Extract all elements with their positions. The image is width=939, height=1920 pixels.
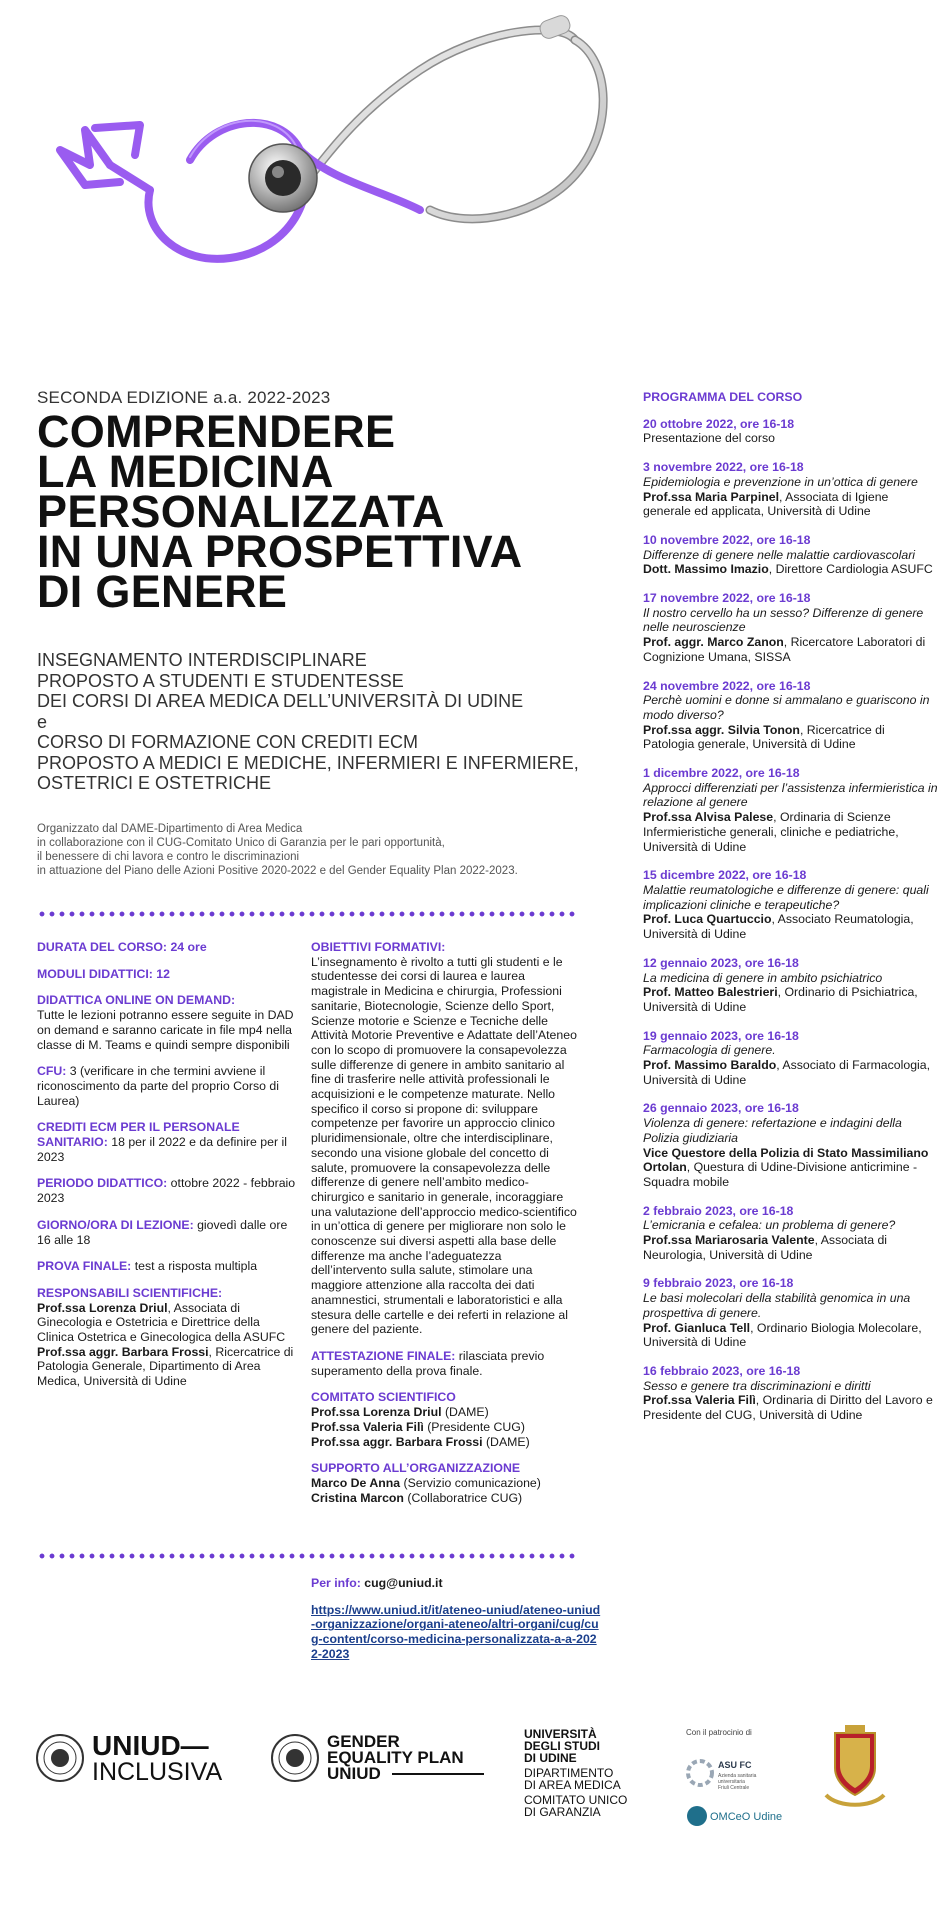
event-topic: Epidemiologia e prevenzione in un’ottica di genere <box>643 474 918 489</box>
asufc-name: ASU FC <box>718 1760 752 1770</box>
speaker-name: Prof. Luca Quartuccio <box>643 912 772 927</box>
intro-line: PROPOSTO A MEDICI E MEDICHE, INFERMIERI E INFERMIERE, <box>37 752 579 773</box>
supporto-member <box>311 1491 579 1506</box>
dept-line: DI AREA MEDICA <box>524 1778 621 1792</box>
event-speaker <box>643 490 939 519</box>
intro-line: DEI CORSI DI AREA MEDICA DELL’UNIVERSITÀ DI UDINE <box>37 691 524 711</box>
event-speaker <box>643 912 939 941</box>
programma-title: PROGRAMMA DEL CORSO <box>643 390 803 404</box>
inclusiva-bottom: INCLUSIVA <box>92 1758 223 1786</box>
org-line: il benessere di chi lavora e contro le discriminazioni <box>37 850 300 863</box>
comitato-member <box>311 1435 579 1450</box>
programma-event <box>643 460 939 519</box>
event-date: 3 novembre 2022, ore 16-18 <box>643 460 804 475</box>
event-date: 10 novembre 2022, ore 16-18 <box>643 532 811 547</box>
speaker-affiliation: , Ordinaria di Scienze Infermieristiche generali, cliniche e pediatriche, Università di Udine <box>643 810 899 854</box>
responsabile-item <box>37 1345 299 1389</box>
prova-label: PROVA FINALE: <box>37 1259 132 1274</box>
speaker-affiliation: , Associata di Igiene generale ed applicata, Università di Udine <box>643 489 889 519</box>
speaker-name: Vice Questore della Polizia di Stato Massimiliano Ortolan <box>643 1145 929 1175</box>
speaker-affiliation: , Associata di Neurologia, Università di Udine <box>643 1233 888 1262</box>
event-date: 24 novembre 2022, ore 16-18 <box>643 678 811 693</box>
programma-event <box>643 868 939 942</box>
speaker-name: Prof. Matteo Balestrieri <box>643 985 778 1000</box>
programma-event <box>643 533 939 577</box>
event-speaker <box>643 985 939 1014</box>
footer-logos <box>0 1720 939 1840</box>
dept-line: DIPARTIMENTO <box>524 1766 614 1780</box>
member-role: (Servizio comunicazione) <box>400 1475 541 1490</box>
gep-line: UNIUD <box>327 1764 381 1783</box>
prova-block <box>37 1259 299 1274</box>
programma <box>643 390 939 1437</box>
asufc-sub: universitaria <box>718 1779 745 1785</box>
event-topic: Approcci differenziati per l’assistenza infermieristica in relazione al genere <box>643 780 938 810</box>
event-topic: Il nostro cervello ha un sesso? Differenze di genere nelle neuroscienze <box>643 605 924 635</box>
comitato-member <box>311 1405 579 1420</box>
course-objectives <box>311 940 579 1517</box>
speaker-name: Prof. Gianluca Tell <box>643 1320 751 1335</box>
speaker-name: Prof.ssa aggr. Silvia Tonon <box>643 722 800 737</box>
member-name: Prof.ssa Lorenza Driul <box>311 1405 442 1420</box>
univ-line: UNIVERSITÀ <box>524 1727 597 1741</box>
member-role: (Collaboratrice CUG) <box>403 1490 523 1505</box>
contact-block <box>311 1576 601 1662</box>
event-date: 26 gennaio 2023, ore 16-18 <box>643 1101 799 1116</box>
course-url-link[interactable]: https://www.uniud.it/it/ateneo-uniud/ateneo-uniud-organizzazione/organi-ateneo/altri-organi/cug/cug-content/corso-medicina-personalizzata-a-a-2022-2023 <box>311 1602 601 1661</box>
event-topic: L’emicrania e cefalea: un problema di genere? <box>643 1218 896 1233</box>
speaker-affiliation: , Direttore Cardiologia ASUFC <box>768 562 933 577</box>
event-topic: Violenza di genere: refertazione e indagini della Polizia giudiziaria <box>643 1116 902 1145</box>
dad-block <box>37 993 299 1052</box>
ecm-label: CREDITI ECM PER IL PERSONALE SANITARIO: <box>37 1120 240 1150</box>
ecm-block <box>37 1120 299 1164</box>
title-line: COMPRENDERE <box>37 406 396 457</box>
inclusiva-top: UNIUD— <box>92 1730 209 1761</box>
responsabile-name: Prof.ssa Lorenza Driul <box>37 1300 168 1315</box>
event-speaker <box>643 1058 939 1087</box>
programma-event <box>643 591 939 665</box>
periodo-text: ottobre 2022 - febbraio 2023 <box>37 1176 296 1206</box>
speaker-name: Prof.ssa Mariarosaria Valente <box>643 1233 815 1248</box>
comitato-label: COMITATO SCIENTIFICO <box>311 1390 456 1405</box>
event-topic: La medicina di genere in ambito psichiatrico <box>643 970 883 985</box>
univ-line: DI UDINE <box>524 1751 577 1765</box>
intro-line: OSTETRICI E OSTETRICHE <box>37 773 272 793</box>
speaker-name: Prof.ssa Alvisa Palese <box>643 810 774 825</box>
member-name: Prof.ssa aggr. Barbara Frossi <box>311 1434 483 1449</box>
speaker-affiliation: , Ricercatrice di Patologia generale, Università di Udine <box>643 722 885 752</box>
uniud-seal-icon <box>272 1735 318 1781</box>
gep-line: GENDER <box>327 1732 400 1751</box>
obiettivi-text: L’insegnamento è rivolto a tutti gli studenti e le studentesse dei corsi di laurea e laurea magistrale in Medicina e chirurgia, Professioni sanitarie, Biotecnologie, Scienze dello Sport, Scienze motorie e Scienze e Tecniche delle Attività Motorie Preventive e Adattate dell’Ateneo con lo scopo di promuovere la consapevolezza sulle differenze di genere in ambito sanitario al fine di trasferire nelle attività professionali le acquisizioni e le competenze maturate. Nello specifico il corso si propone di: sviluppare competenze per favorire un approccio clinico pluridimensionale, oltre che interdisciplinare, secondo una visione globale del concetto di salute, promuovere la consapevolezza delle differenze di genere nell’ambito medico-chirurgico e sanitario in generale, incoraggiare una valutazione dell’approccio medico-scientifico in un’ottica di genere per migliorare non solo le conoscenze sui diversi aspetti alla base delle differenze ma anche l’adeguatezza dell’intervento sulla salute, stimolare una maggiore attenzione alla raccolta dei dati anamnestici, strumentali e laboratoristici e alla stesura delle cartelle e dei referti in relazione al genere del paziente. <box>311 954 577 1337</box>
attestazione-label: ATTESTAZIONE FINALE: <box>311 1348 456 1363</box>
responsabili-label: RESPONSABILI SCIENTIFICHE: <box>37 1285 223 1300</box>
speaker-name: Prof.ssa Maria Parpinel <box>643 489 780 504</box>
omceo-logo-icon <box>687 1806 707 1826</box>
intro-line: PROPOSTO A STUDENTI E STUDENTESSE <box>37 670 404 691</box>
asufc-sub: Friuli Centrale <box>718 1785 750 1791</box>
giorno-block <box>37 1218 299 1247</box>
patrocinio-label: Con il patrocinio di <box>686 1728 752 1737</box>
event-date: 17 novembre 2022, ore 16-18 <box>643 591 811 606</box>
responsabile-role: , Ricercatrice di Patologia Generale, Dipartimento di Area Medica, Università di Udine <box>37 1344 294 1389</box>
polizia-crest-icon <box>826 1725 884 1805</box>
dotted-divider <box>37 1553 577 1559</box>
speaker-affiliation: , Ordinaria di Diritto del Lavoro e Presidente del CUG, Università di Udine <box>643 1393 933 1423</box>
dotted-divider <box>37 911 577 917</box>
responsabili-block <box>37 1286 299 1389</box>
supporto-member <box>311 1476 579 1491</box>
programma-event <box>643 1364 939 1423</box>
event-topic: Differenze di genere nelle malattie cardiovascolari <box>643 547 916 562</box>
event-speaker <box>643 1321 939 1350</box>
event-speaker <box>643 1393 939 1422</box>
asufc-logo-icon <box>688 1761 712 1785</box>
speaker-name: Prof. Massimo Baraldo <box>643 1058 777 1073</box>
asufc-sub: Azienda sanitaria <box>718 1773 757 1779</box>
member-name: Cristina Marcon <box>311 1490 404 1505</box>
moduli: MODULI DIDATTICI: 12 <box>37 966 170 981</box>
title-line: LA MEDICINA <box>37 446 334 497</box>
intro-line: INSEGNAMENTO INTERDISCIPLINARE <box>37 650 367 670</box>
event-date: 9 febbraio 2023, ore 16-18 <box>643 1276 794 1291</box>
stethoscope-gender-illustration <box>0 0 939 300</box>
edition-label: SECONDA EDIZIONE a.a. 2022-2023 <box>37 388 331 407</box>
obiettivi-label: OBIETTIVI FORMATIVI: <box>311 940 446 954</box>
info-label: Per info: <box>311 1576 365 1590</box>
cfu-text: 3 (verificare in che termini avviene il riconoscimento da parte del proprio Corso di Laurea) <box>37 1064 279 1108</box>
event-speaker <box>643 562 939 577</box>
speaker-affiliation: , Associato di Farmacologia, Università di Udine <box>643 1058 931 1087</box>
course-title <box>37 406 577 617</box>
event-topic: Farmacologia di genere. <box>643 1043 776 1058</box>
course-details <box>37 940 299 1401</box>
event-description: Presentazione del corso <box>643 431 775 446</box>
ecm-text: 18 per il 2022 e da definire per il 2023 <box>37 1135 287 1164</box>
programma-event <box>643 1101 939 1189</box>
speaker-name: Dott. Massimo Imazio <box>643 562 769 577</box>
univ-line: DEGLI STUDI <box>524 1739 601 1753</box>
programma-event <box>643 1029 939 1088</box>
org-line: Organizzato dal DAME-Dipartimento di Area Medica <box>37 822 303 835</box>
comitato-member <box>311 1420 579 1435</box>
speaker-affiliation: , Ordinario Biologia Molecolare, Università di Udine <box>643 1320 922 1350</box>
member-role: (DAME) <box>441 1405 489 1420</box>
event-speaker <box>643 810 939 854</box>
cug-line: DI GARANZIA <box>524 1805 601 1819</box>
cug-line: COMITATO UNICO <box>524 1793 628 1807</box>
title-line: IN UNA PROSPETTIVA <box>37 526 523 577</box>
attestazione-text: rilasciata previo superamento della prova finale. <box>311 1348 545 1378</box>
durata: DURATA DEL CORSO: 24 ore <box>37 940 207 954</box>
programma-event <box>643 417 939 446</box>
speaker-name: Prof.ssa Valeria Filì <box>643 1393 756 1408</box>
dad-text: Tutte le lezioni potranno essere seguite in DAD on demand e saranno caricate in file mp4 nella classe di M. Teams e quindi sempre disponibili <box>37 1008 294 1052</box>
event-topic: Sesso e genere tra discriminazioni e diritti <box>643 1378 871 1393</box>
programma-event <box>643 766 939 854</box>
programma-event <box>643 1204 939 1263</box>
member-name: Marco De Anna <box>311 1475 401 1490</box>
contact-email[interactable]: cug@uniud.it <box>364 1576 443 1590</box>
org-line: in collaborazione con il CUG-Comitato Unico di Garanzia per le pari opportunità, <box>37 836 445 849</box>
event-topic: Le basi molecolari della stabilità genomica in una prospettiva di genere. <box>643 1291 911 1320</box>
speaker-affiliation: , Associato Reumatologia, Università di Udine <box>643 912 914 942</box>
event-speaker <box>643 635 939 664</box>
responsabile-item <box>37 1301 299 1345</box>
organizer-note <box>37 822 577 878</box>
speaker-affiliation: , Questura di Udine-Divisione anticrimine - Squadra mobile <box>643 1160 918 1189</box>
event-topic: Perchè uomini e donne si ammalano e guariscono in modo diverso? <box>643 693 930 722</box>
uniud-seal-icon <box>37 1735 83 1781</box>
giorno-text: giovedì dalle ore 16 alle 18 <box>37 1217 288 1247</box>
responsabile-role: , Associata di Ginecologia e Ostetricia e Direttrice della Clinica Ostetrica e Ginecologica della ASUFC <box>37 1300 286 1345</box>
member-name: Prof.ssa Valeria Filì <box>311 1419 424 1434</box>
title-line: DI GENERE <box>37 566 288 617</box>
event-date: 1 dicembre 2022, ore 16-18 <box>643 766 800 781</box>
title-line: PERSONALIZZATA <box>37 486 445 537</box>
intro-line: CORSO DI FORMAZIONE CON CREDITI ECM <box>37 732 419 752</box>
gep-line: EQUALITY PLAN <box>327 1748 464 1767</box>
speaker-affiliation: , Ordinario di Psichiatrica, Università di Udine <box>643 985 918 1014</box>
contact-info <box>311 1576 601 1591</box>
event-date: 19 gennaio 2023, ore 16-18 <box>643 1028 799 1043</box>
cfu-label: CFU: <box>37 1064 67 1079</box>
responsabile-name: Prof.ssa aggr. Barbara Frossi <box>37 1344 209 1359</box>
event-speaker <box>643 1233 939 1262</box>
periodo-block <box>37 1176 299 1205</box>
periodo-label: PERIODO DIDATTICO: <box>37 1176 168 1191</box>
giorno-label: GIORNO/ORA DI LEZIONE: <box>37 1217 194 1232</box>
dad-label: DIDATTICA ONLINE ON DEMAND: <box>37 993 236 1008</box>
supporto-label: SUPPORTO ALL’ORGANIZZAZIONE <box>311 1461 521 1476</box>
intro-block <box>37 650 577 794</box>
member-role: (DAME) <box>482 1434 530 1449</box>
title-block <box>37 388 577 878</box>
attestazione-block <box>311 1349 579 1378</box>
event-topic: Malattie reumatologiche e differenze di genere: quali implicazioni cliniche e terapeutiche? <box>643 882 929 912</box>
cfu-block <box>37 1064 299 1108</box>
omceo-name: OMCeO Udine <box>710 1811 783 1823</box>
speaker-affiliation: , Ricercatore Laboratori di Cognizione Umana, SISSA <box>643 635 926 664</box>
programma-event <box>643 1276 939 1350</box>
prova-text: test a risposta multipla <box>131 1259 258 1274</box>
org-line: in attuazione del Piano delle Azioni Positive 2020-2022 e del Gender Equality Plan 2022-2023. <box>37 864 518 877</box>
obiettivi-block <box>311 940 579 1337</box>
member-role: (Presidente CUG) <box>423 1419 525 1434</box>
event-date: 16 febbraio 2023, ore 16-18 <box>643 1363 801 1378</box>
programma-event <box>643 679 939 753</box>
speaker-name: Prof. aggr. Marco Zanon <box>643 635 784 650</box>
event-date: 20 ottobre 2022, ore 16-18 <box>643 416 795 431</box>
supporto-block <box>311 1461 579 1505</box>
programma-list <box>643 417 939 1423</box>
intro-line: e <box>37 711 48 732</box>
event-date: 2 febbraio 2023, ore 16-18 <box>643 1203 794 1218</box>
comitato-block <box>311 1390 579 1449</box>
event-speaker <box>643 723 939 752</box>
programma-event <box>643 956 939 1015</box>
event-date: 12 gennaio 2023, ore 16-18 <box>643 955 799 970</box>
event-speaker <box>643 1146 939 1190</box>
event-date: 15 dicembre 2022, ore 16-18 <box>643 868 807 883</box>
